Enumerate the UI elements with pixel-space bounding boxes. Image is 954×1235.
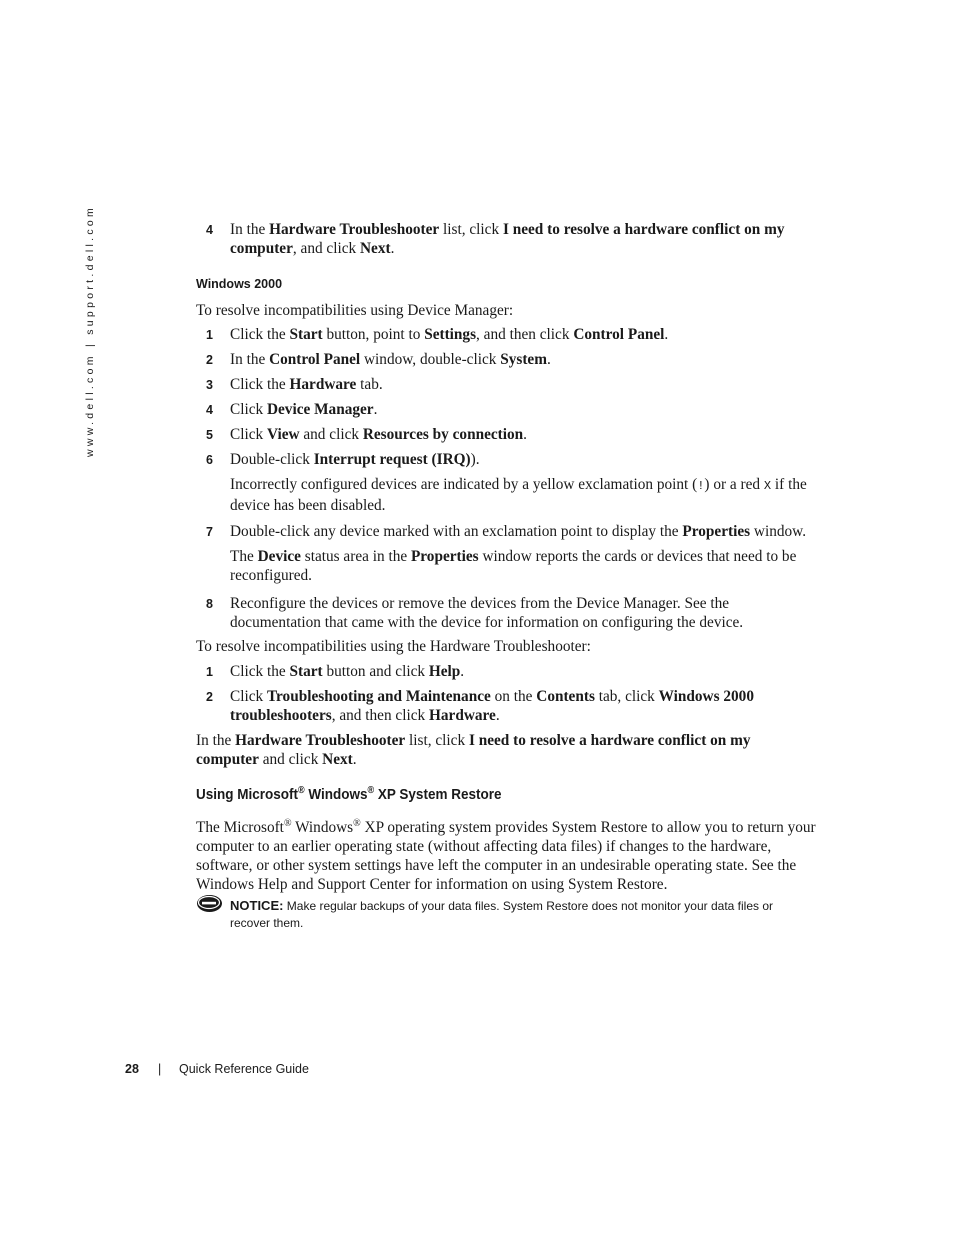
footer-title: Quick Reference Guide bbox=[179, 1062, 309, 1076]
notice-text: NOTICE: Make regular backups of your data files. System Restore does not monitor your data files or recover them. bbox=[230, 898, 774, 930]
side-url: www.dell.com | support.dell.com bbox=[84, 204, 96, 457]
intro-device-manager: To resolve incompatibilities using Device Manager: bbox=[196, 302, 514, 319]
step-text: In the Hardware Troubleshooter list, click I need to resolve a hardware conflict on my computer, and click Next. bbox=[230, 221, 785, 257]
intro-hardware-troubleshooter: To resolve incompatibilities using the Hardware Troubleshooter: bbox=[196, 638, 591, 655]
notice-icon bbox=[196, 894, 223, 913]
section-heading-system-restore: Using Microsoft® Windows® XP System Restore bbox=[196, 785, 502, 803]
footer-separator: | bbox=[158, 1062, 162, 1076]
step-number: 4 bbox=[206, 223, 213, 237]
step7-note: The Device status area in the Properties window reports the cards or devices that need to be reconfigured. bbox=[230, 548, 797, 584]
section-heading-windows-2000: Windows 2000 bbox=[196, 277, 283, 291]
closing-paragraph: In the Hardware Troubleshooter list, click I need to resolve a hardware conflict on my computer and click Next. bbox=[196, 732, 751, 768]
page-number: 28 bbox=[125, 1062, 139, 1076]
system-restore-paragraph: The Microsoft® Windows® XP operating system provides System Restore to allow you to return your computer to an earlier operating state (without affecting data files) if changes to the hardware, software, or other system settings have left the computer in an undesirable operating state. See the Windows Help and Support Center for information on using System Restore. bbox=[196, 818, 816, 894]
step6-note: Incorrectly configured devices are indicated by a yellow exclamation point (!) or a red X if the device has been disabled. bbox=[230, 476, 807, 514]
